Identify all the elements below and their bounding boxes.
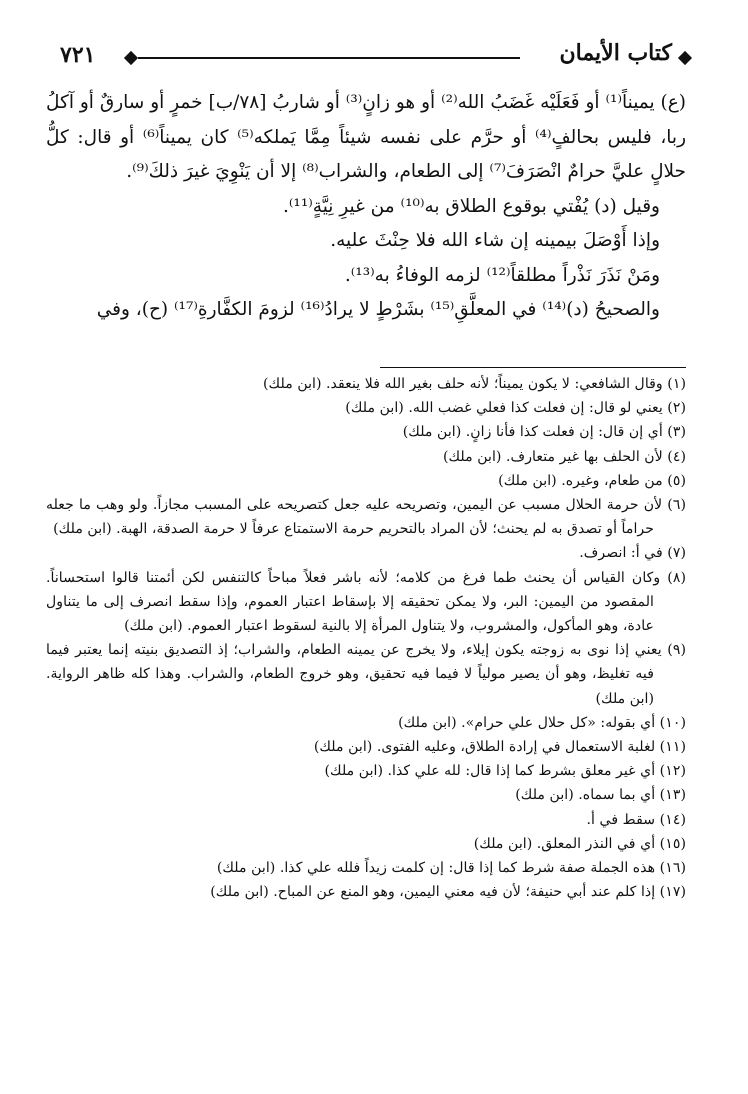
footnote: (١٢) أي غير معلق بشرط كما إذا قال: لله علي كذا. (ابن ملك) [324,763,686,780]
footnote: (١٤) سقط في أ. [586,811,686,828]
footnote: (٩) يعني إذا نوى به زوجته يكون إيلاء، ولا يخرج عن يمينه الطعام، والشراب؛ إذ التصديق بنيته إنما يعتبر فيما فيه تغليظ، وهو أن يصير مولياً لا فيما فيه تحقيق، وهو خروج الطعام، والشراب. وهذا كله ظاهر الرواية. (ابن ملك) [46,642,686,707]
footnote: (١٧) إذا كلم عند أبي حنيفة؛ لأن فيه معني اليمين، وهو المنع عن المباح. (ابن ملك) [210,884,686,901]
footnote: (٦) لأن حرمة الحلال مسبب عن اليمين، وتصريحه عليه جعل كتصريحه على المسبب مجازاً. ولو وهب ما جعله حراماً أو تصدق به لم يحنث؛ لأن المراد بالتحريم حرمة الاستمتاع عرفاً لا حرمة الصدقة، الهبة. (ابن ملك) [46,497,686,538]
footnote: (١٥) أي في النذر المعلق. (ابن ملك) [473,835,686,852]
main-paragraph: وقيل (د) يُفْتي بوقوع الطلاق به⁽¹⁰⁾ من غيرِ نِيَّةٍ⁽¹¹⁾. [282,195,660,217]
main-paragraph: والصحيحُ (د)⁽¹⁴⁾ في المعلَّقِ⁽¹⁵⁾ بشَرْطٍ لا يرادُ⁽¹⁶⁾ لزومَ الكفَّارةِ⁽¹⁷⁾ (ح)، وفي [96,299,660,320]
main-paragraph: ومَنْ نَذَرَ نَذْراً مطلقاً⁽¹²⁾ لزمه الوفاءُ به⁽¹³⁾. [344,264,660,286]
header-rule [138,57,520,59]
footnote: (٣) أي إن قال: إن فعلت كذا فأنا زانٍ. (ابن ملك) [402,424,686,441]
footnote: (٨) وكان القياس أن يحنث طما فرغ من كلامه؛ لأنه باشر فعلاً مباحاً كالتنفس لكن أئمتنا قالوا استحساناً. المقصود من اليمين: البر، ولا يمكن تحقيقه إلا بإسقاط اعتبار العموم، وإذا سقط انصرف إلى ما يتناول عادة، وهو المأكول، والمشروب، ولا يتناول المرأة إلا بالنية لسقوط اعتبار العموم. (ابن ملك) [46,569,686,635]
footnote: (١٣) أي بما سماه. (ابن ملك) [515,787,686,804]
diamond-ornament-icon [124,51,138,65]
running-title: كتاب الأيمان [559,40,672,66]
diamond-ornament-icon [678,51,692,65]
footnote: (٤) لأن الحلف بها غير متعارف. (ابن ملك) [442,448,686,465]
footnote: (٧) في أ: انصرف. [579,545,686,562]
main-text [46,86,686,328]
footnote: (١١) لغلبة الاستعمال في إرادة الطلاق، وعليه الفتوى. (ابن ملك) [313,739,686,756]
footnote: (١٦) هذه الجملة صفة شرط كما إذا قال: إن كلمت زيداً فلله علي كذا. (ابن ملك) [216,860,686,877]
page-number: ٧٢١ [60,42,96,68]
footnote: (٢) يعني لو قال: إن فعلت كذا فعلي غضب الله. (ابن ملك) [345,400,686,417]
main-paragraph: (ع) يميناً⁽¹⁾ أو فَعَلَيْه غَضَبُ الله⁽²⁾ أو هو زانٍ⁽³⁾ أو شاربُ [٧٨/ب] خمرٍ أو سارقٌ أو آكلُ ربا، فليس بحالفٍ⁽⁴⁾ أو حرَّم على نفسه شيئاً مِمَّا يَملكه⁽⁵⁾ كان يميناً⁽⁶⁾ أو قال: كلُّ حلالٍ عليَّ حرامٌ انْصَرَفَ⁽⁷⁾ إلى الطعام، والشراب⁽⁸⁾ إلا أن يَنْوِيَ غيرَ ذلكَ⁽⁹⁾. [46,92,687,182]
footnote: (١) وقال الشافعي: لا يكون يميناً؛ لأنه حلف بغير الله فلا ينعقد. (ابن ملك) [263,376,686,392]
footnote-separator [380,367,686,368]
page-header [60,40,700,74]
main-paragraph: وإذا أَوْصَلَ بيمينه إن شاء الله فلا حِنْثَ عليه. [330,230,660,251]
footnote: (٥) من طعام، وغيره. (ابن ملك) [498,472,686,489]
footnote: (١٠) أي بقوله: «كل حلال علي حرام». (ابن ملك) [398,714,686,731]
footnotes [46,372,686,904]
